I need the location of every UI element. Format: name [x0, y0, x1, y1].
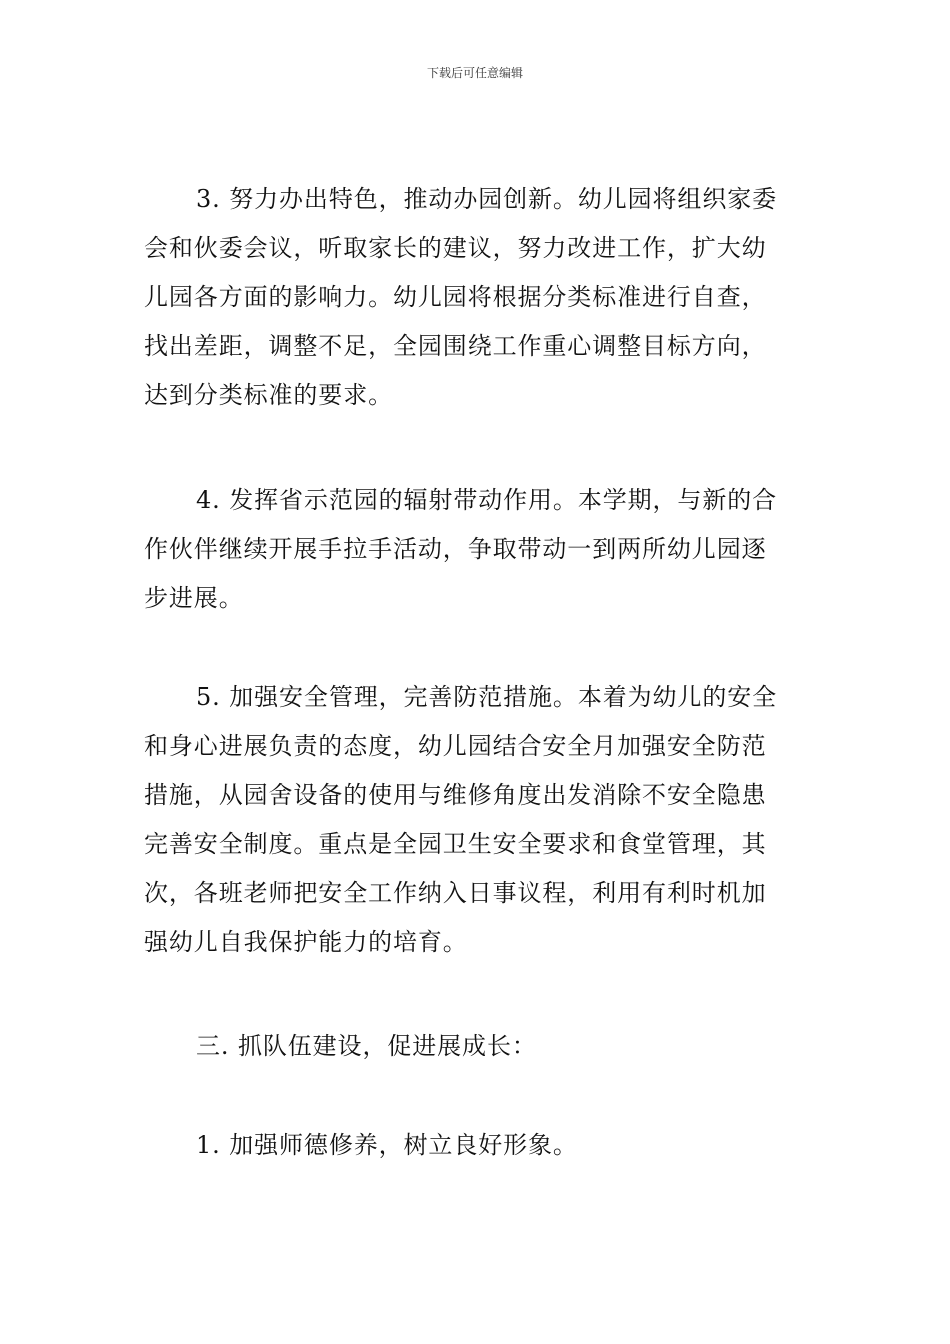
paragraph-line: 步进展。	[144, 584, 244, 612]
paragraph-item-4	[144, 476, 809, 623]
paragraph-line: 会和伙委会议，听取家长的建议，努力改进工作，扩大幼	[144, 234, 767, 262]
page-header: 下载后可任意编辑	[426, 66, 523, 80]
section-heading-3	[144, 1022, 809, 1071]
paragraph-item-3	[144, 175, 809, 420]
paragraph-item-1	[144, 1121, 809, 1170]
paragraph-item-5	[144, 673, 809, 967]
paragraph-line: 1. 加强师德修养，树立良好形象。	[196, 1131, 578, 1159]
paragraph-line: 儿园各方面的影响力。幼儿园将根据分类标准进行自查，	[144, 283, 767, 311]
paragraph-line: 3. 努力办出特色，推动办园创新。幼儿园将组织家委	[196, 185, 778, 213]
paragraph-line: 次，各班老师把安全工作纳入日事议程，利用有利时机加	[144, 879, 767, 907]
paragraph-line: 措施，从园舍设备的使用与维修角度出发消除不安全隐患	[144, 781, 767, 809]
paragraph-line: 达到分类标准的要求。	[144, 381, 393, 409]
paragraph-line: 找出差距，调整不足，全园围绕工作重心调整目标方向，	[144, 332, 767, 360]
paragraph-line: 作伙伴继续开展手拉手活动，争取带动一到两所幼儿园逐	[144, 535, 767, 563]
paragraph-line: 完善安全制度。重点是全园卫生安全要求和食堂管理，其	[144, 830, 767, 858]
paragraph-line: 强幼儿自我保护能力的培育。	[144, 928, 468, 956]
paragraph-line: 4. 发挥省示范园的辐射带动作用。本学期，与新的合	[196, 486, 778, 514]
paragraph-line: 5. 加强安全管理，完善防范措施。本着为幼儿的安全	[196, 683, 778, 711]
paragraph-line: 和身心进展负责的态度，幼儿园结合安全月加强安全防范	[144, 732, 767, 760]
section-heading-line: 三. 抓队伍建设，促进展成长：	[196, 1032, 537, 1060]
